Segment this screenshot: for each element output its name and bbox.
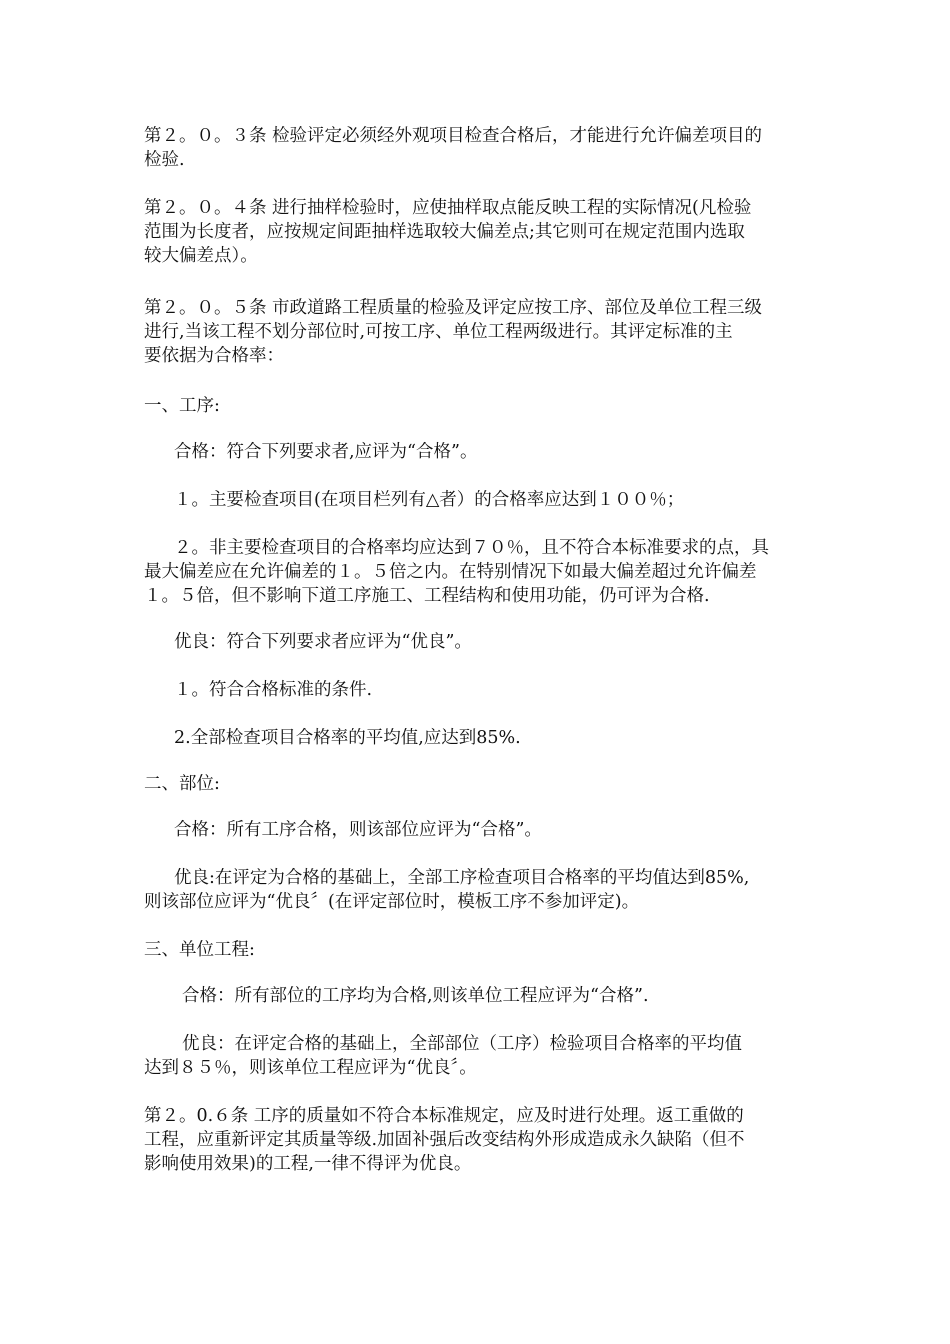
part-qualified <box>144 818 844 842</box>
text-line: 检验. <box>144 150 185 170</box>
text-line: 影响使用效果)的工程,一律不得评为优良。 <box>144 1154 472 1174</box>
process-qualified <box>144 440 844 464</box>
clause-2-0-6 <box>144 1104 814 1176</box>
text-line: 三、单位工程: <box>144 940 255 960</box>
text-line: 合格：所有工序合格，则该部位应评为“合格”。 <box>174 820 542 840</box>
process-excellent <box>144 630 844 654</box>
text-line: 优良：在评定合格的基础上，全部部位（工序）检验项目合格率的平均值 <box>182 1034 742 1054</box>
text-line: 进行,当该工程不划分部位时,可按工序、单位工程两级进行。其评定标准的主 <box>144 322 733 342</box>
text-line: 第２。０。５条 市政道路工程质量的检验及评定应按工序、部位及单位工程三级 <box>144 298 763 318</box>
text-line: 2.全部检查项目合格率的平均值,应达到85%. <box>174 728 521 748</box>
text-line: 优良:在评定为合格的基础上，全部工序检查项目合格率的平均值达到85%, <box>174 868 750 888</box>
text-line: 达到８５％，则该单位工程应评为“优良〞。 <box>144 1058 477 1078</box>
text-line: 第２。０。４条 进行抽样检验时，应使抽样取点能反映工程的实际情况(凡检验 <box>144 198 752 218</box>
text-line: 一、工序: <box>144 396 220 416</box>
text-line: １。符合合格标准的条件. <box>174 680 373 700</box>
process-qualified-item-2 <box>144 536 814 608</box>
section-heading-process <box>144 394 814 418</box>
unit-qualified <box>144 984 852 1008</box>
text-line: 要依据为合格率： <box>144 346 284 366</box>
unit-excellent <box>144 1032 814 1080</box>
section-heading-unit-project <box>144 938 814 962</box>
text-line: １。主要检查项目(在项目栏列有△者）的合格率应达到１００％； <box>174 490 685 510</box>
text-line: 优良：符合下列要求者应评为“优良”。 <box>174 632 472 652</box>
process-excellent-item-2 <box>144 726 844 750</box>
text-line: 二、部位: <box>144 774 220 794</box>
process-qualified-item-1 <box>144 488 844 512</box>
clause-2-0-3 <box>144 124 814 172</box>
clause-2-0-4 <box>144 196 814 268</box>
process-excellent-item-1 <box>144 678 844 702</box>
text-line: １。５倍，但不影响下道工序施工、工程结构和使用功能，仍可评为合格. <box>144 586 710 606</box>
text-line: 第２。0.６条 工序的质量如不符合本标准规定，应及时进行处理。返工重做的 <box>144 1106 744 1126</box>
part-excellent <box>144 866 814 914</box>
text-line: 则该部位应评为“优良〞(在评定部位时，模板工序不参加评定)。 <box>144 892 640 912</box>
text-line: 范围为长度者，应按规定间距抽样选取较大偏差点;其它则可在规定范围内选取 <box>144 222 745 242</box>
text-line: 合格：所有部位的工序均为合格,则该单位工程应评为“合格”. <box>182 986 649 1006</box>
text-line: 合格：符合下列要求者,应评为“合格”。 <box>174 442 478 462</box>
text-line: 较大偏差点）。 <box>144 246 258 266</box>
text-line: 第２。０。３条 检验评定必须经外观项目检查合格后，才能进行允许偏差项目的 <box>144 126 763 146</box>
text-line: ２。非主要检查项目的合格率均应达到７０％，且不符合本标准要求的点，具 <box>174 538 769 558</box>
text-line: 最大偏差应在允许偏差的１。５倍之内。在特别情况下如最大偏差超过允许偏差 <box>144 562 757 582</box>
section-heading-part <box>144 772 814 796</box>
clause-2-0-5 <box>144 296 814 368</box>
text-line: 工程，应重新评定其质量等级.加固补强后改变结构外形成造成永久缺陷（但不 <box>144 1130 745 1150</box>
